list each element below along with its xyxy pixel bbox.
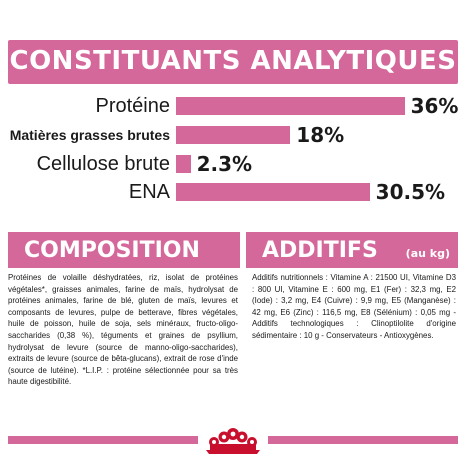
analytics-title: CONSTITUANTS ANALYTIQUES [9,46,457,76]
row-value: 36% [410,94,459,118]
row-value: 30.5% [375,180,446,204]
additifs-subtitle: (au kg) [405,247,450,260]
row-value: 2.3% [196,152,253,176]
row-bar [176,183,370,201]
analytics-row-fat [0,120,466,150]
additifs-header [246,232,458,268]
row-label: ENA [128,181,170,203]
row-label: Cellulose brute [36,153,170,175]
composition-header [8,232,240,268]
additifs-text: Additifs nutritionnels : Vitamine A : 21500 UI, Vitamine D3 : 800 UI, Vitamine E : 600 mg, E1 (Fer) : 32,3 mg, E2 (Iode) : 3,2 mg, E4 (Cuivre) : 9,9 mg, E5 (Manganèse) : 42 mg, E6 (Zinc) : 116,5 mg, E8 (Sélénium) : 0,05 mg - Additifs technologiques : Clinoptilolite d'origine sédimentaire : 10 g - Conservateurs - Antioxygènes. [252,273,456,340]
row-label: Protéine [95,95,170,117]
analytics-banner [8,40,458,84]
row-bar [176,126,290,144]
row-value: 18% [296,123,345,147]
royal-canin-crown-logo [200,426,266,458]
additifs-title: ADDITIFS [262,238,378,263]
row-bar [176,97,405,115]
analytics-row-protein [0,91,466,121]
row-label: Matières grasses brutes [9,127,170,143]
composition-text: Protéines de volaille déshydratées, riz, isolat de protéines végétales*, graisses animales, farine de maïs, hydrolysat de protéines animales, farine de blé, gluten de maïs, levures et composants de levures, pulpe de betterave, fibres végétales, huile de poisson, huile de soja, sels minéraux, fructo-oligo-saccharides (0,38 %), téguments et graines de psyllium, hydrolysat de levure (source de manno-oligo-saccharides), extraits de levure (source de bêta-glucans), extrait de rose d'inde (source de lutéine). *L.I.P. : protéine sélectionnée pour sa très haute digestibilité. [8,273,238,387]
footer-divider-right [268,436,458,444]
analytics-row-fiber [0,149,466,179]
row-bar [176,155,191,173]
footer-divider-left [8,436,198,444]
composition-title: COMPOSITION [24,238,200,263]
analytics-row-ena [0,177,466,207]
